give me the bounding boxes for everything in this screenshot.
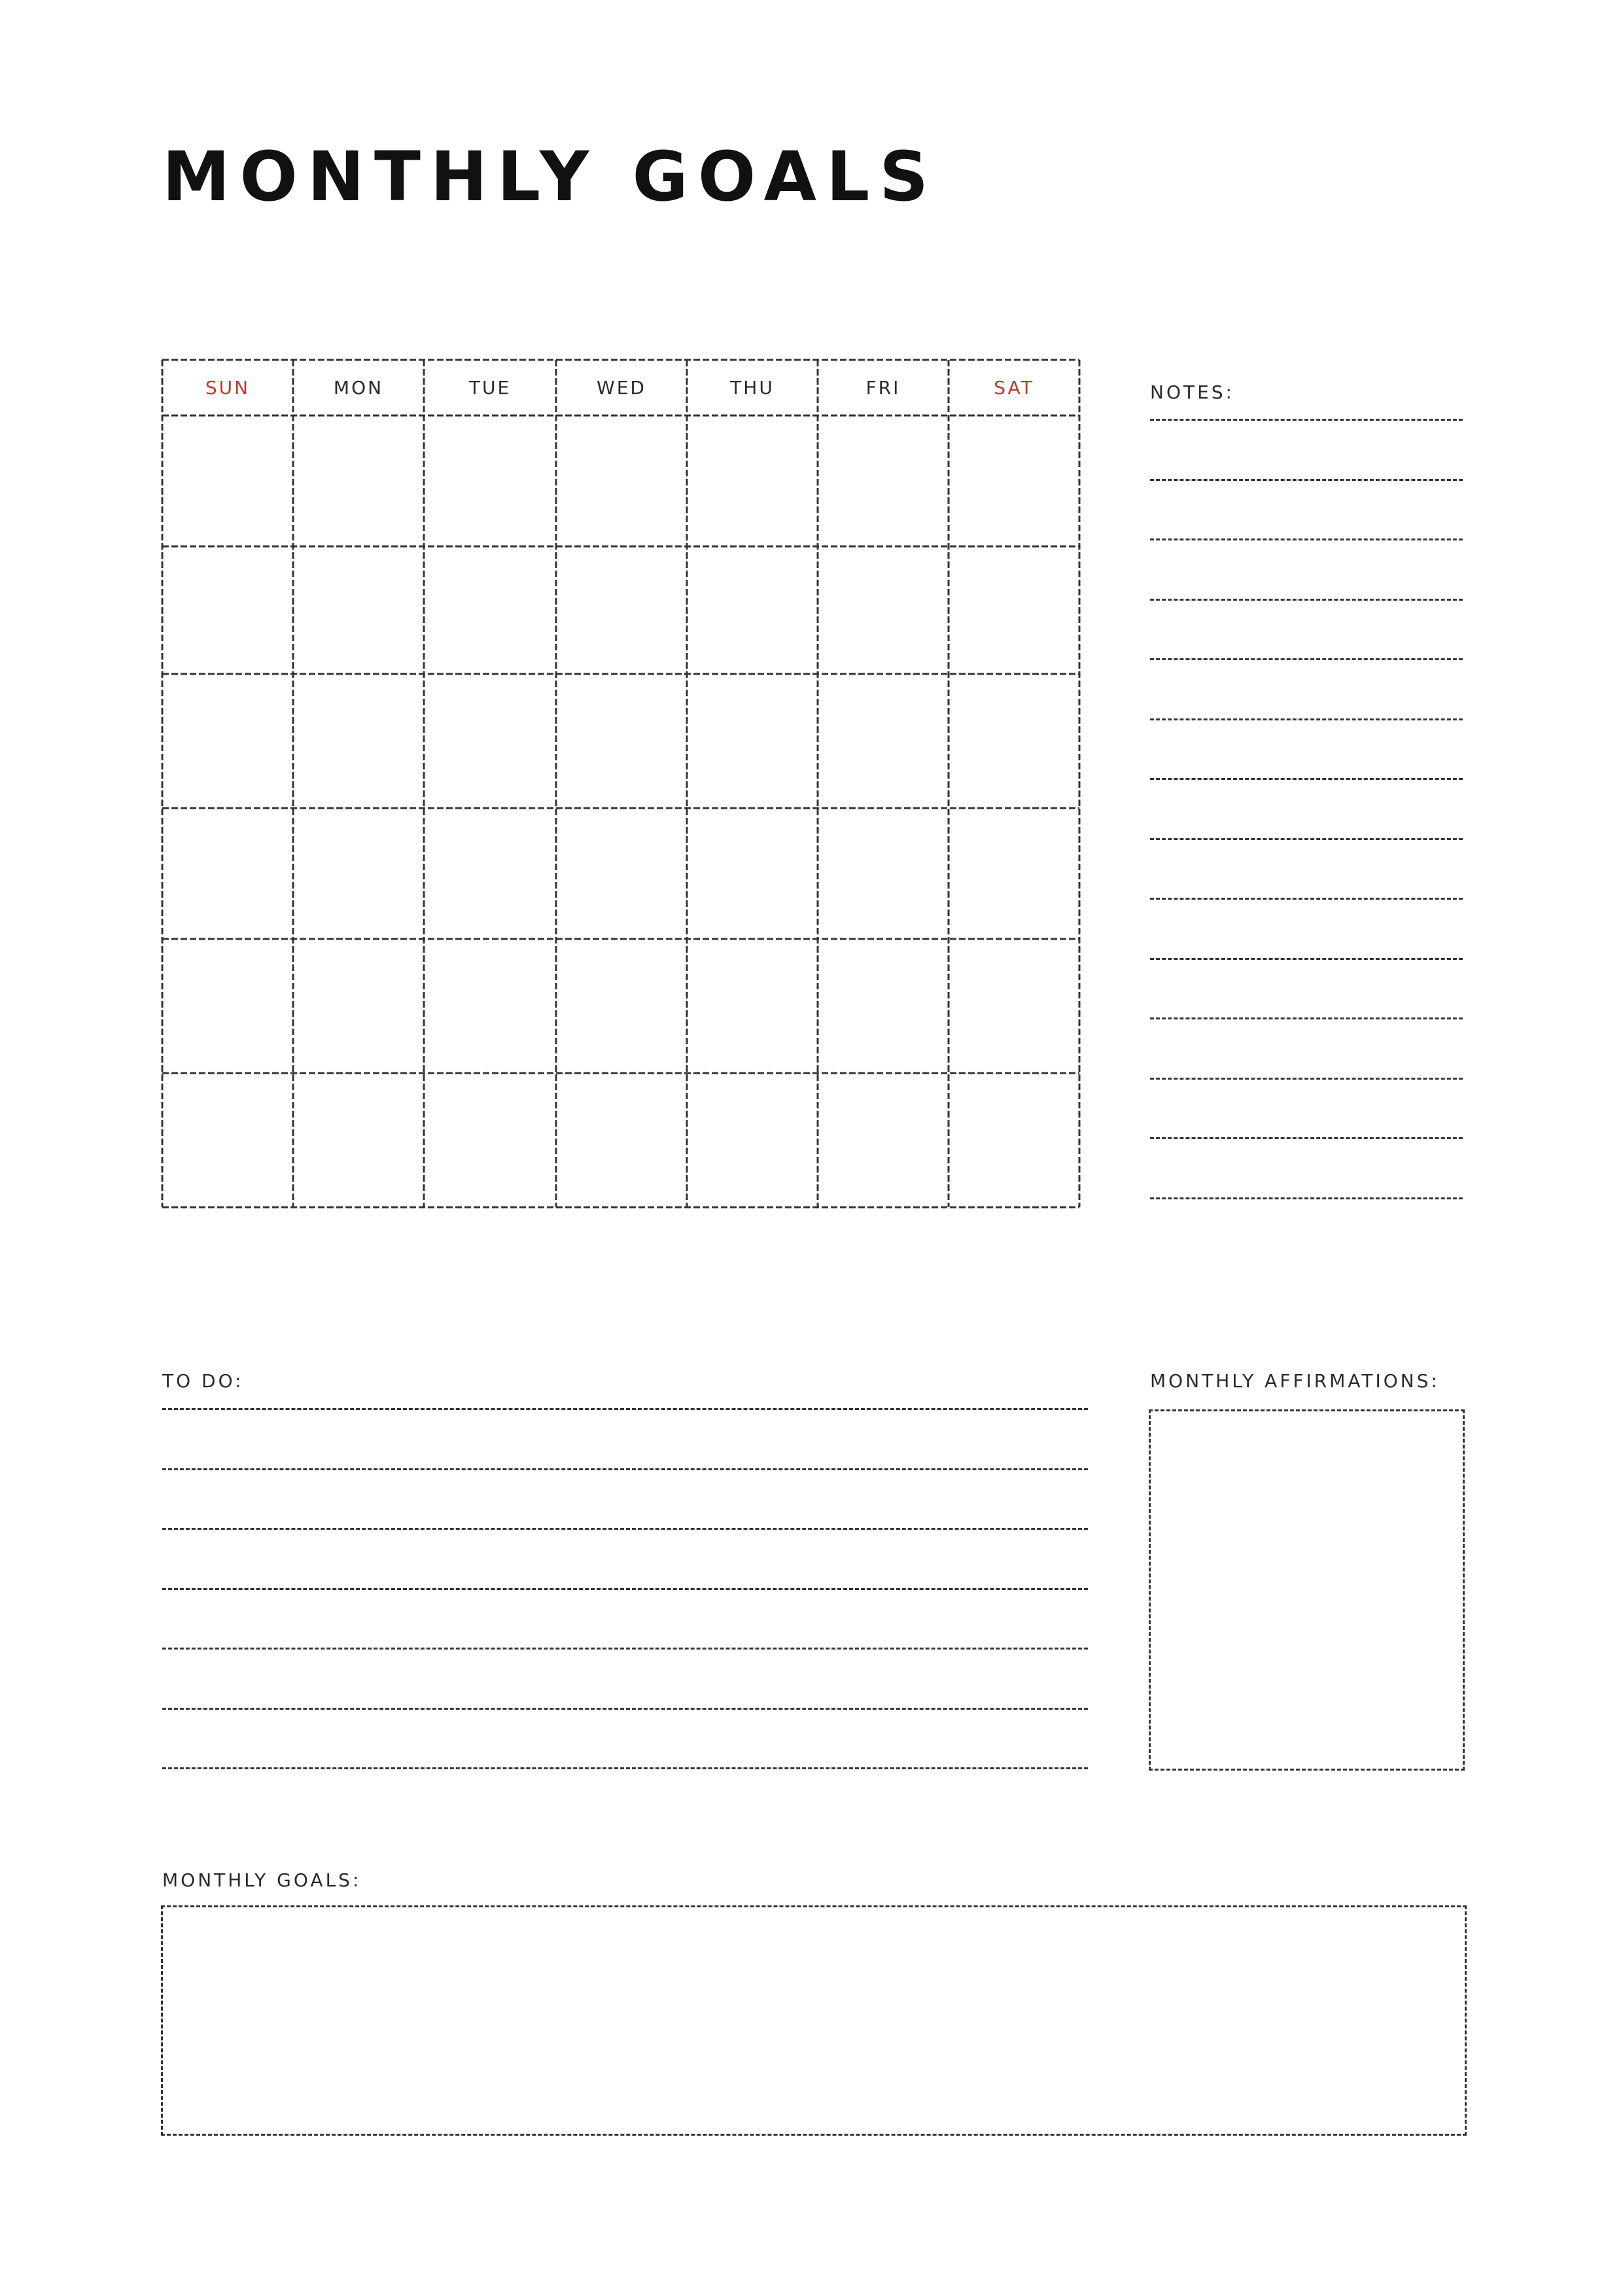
notes-line[interactable] [1150,479,1463,481]
todo-line[interactable] [162,1408,1088,1410]
notes-line[interactable] [1150,898,1463,900]
affirmations-box[interactable] [1149,1409,1465,1771]
notes-line[interactable] [1150,599,1463,601]
notes-line[interactable] [1150,1197,1463,1199]
affirmations-label: MONTHLY AFFIRMATIONS: [1150,1370,1440,1392]
notes-line[interactable] [1150,658,1463,660]
todo-line[interactable] [162,1528,1088,1530]
todo-line[interactable] [162,1588,1088,1590]
notes-line[interactable] [1150,539,1463,540]
notes-line[interactable] [1150,1017,1463,1019]
day-header-tue: TUE [468,377,512,398]
calendar-grid-lines [157,353,1089,1217]
todo-line[interactable] [162,1708,1088,1710]
todo-line[interactable] [162,1767,1088,1769]
notes-line[interactable] [1150,419,1463,421]
notes-line[interactable] [1150,838,1463,840]
day-header-fri: FRI [865,377,901,398]
day-header-mon: MON [333,377,384,398]
notes-label: NOTES: [1150,381,1234,403]
page-title: MONTHLY GOALS [162,137,939,217]
notes-line[interactable] [1150,1078,1463,1080]
day-header-sat: SAT [994,377,1034,398]
notes-line[interactable] [1150,778,1463,780]
day-header-wed: WED [597,377,646,398]
notes-line[interactable] [1150,718,1463,720]
day-header-thu: THU [730,377,775,398]
todo-line[interactable] [162,1648,1088,1650]
todo-label: TO DO: [162,1370,244,1392]
day-header-sun: SUN [205,377,251,398]
notes-line[interactable] [1150,958,1463,960]
notes-line[interactable] [1150,1137,1463,1139]
monthly-goals-box[interactable] [161,1905,1467,2136]
todo-line[interactable] [162,1468,1088,1470]
monthly-goals-label: MONTHLY GOALS: [162,1869,362,1891]
